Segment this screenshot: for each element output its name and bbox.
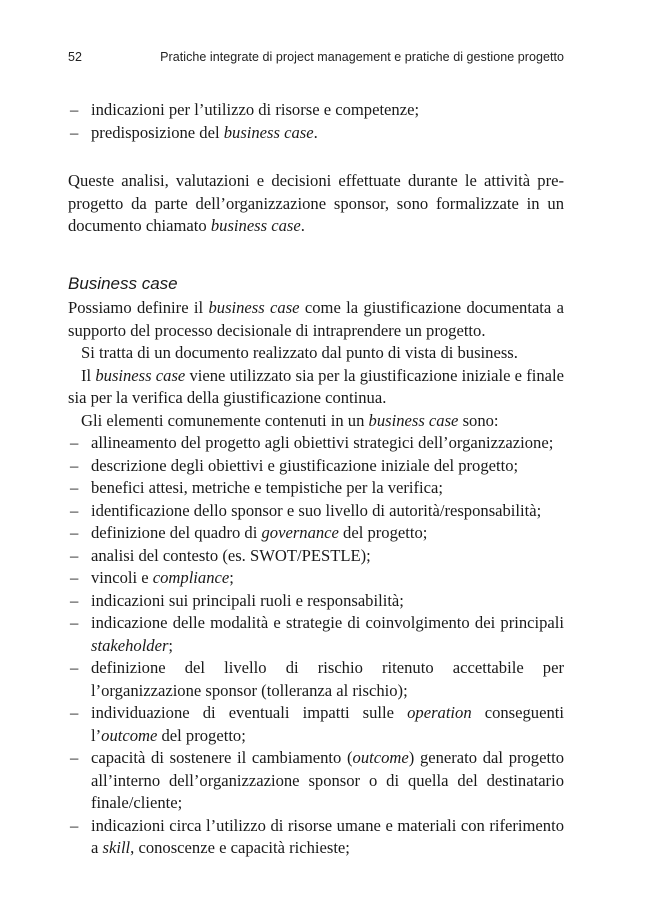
list-dash: – bbox=[70, 658, 79, 677]
summary-paragraph bbox=[68, 170, 564, 238]
list-dash: – bbox=[70, 523, 79, 542]
list-item-italic-term: operation bbox=[407, 703, 472, 722]
paragraph-text: come la giustificazione documentata a supporto del processo decisionale di intraprendere un progetto. bbox=[68, 298, 564, 340]
paragraph-italic-term: business case bbox=[208, 298, 300, 317]
list-dash: – bbox=[70, 500, 79, 520]
list-item-text: benefici attesi, metriche e tempistiche per la verifica; bbox=[91, 478, 443, 497]
list-item-text: . bbox=[313, 122, 318, 142]
list-item-italic-term: governance bbox=[261, 523, 339, 542]
intro-list bbox=[68, 99, 564, 144]
list-item-text: indicazioni sui principali ruoli e responsabilità; bbox=[91, 590, 404, 610]
element-list-item bbox=[68, 500, 564, 523]
list-item-text: indicazione delle modalità e strategie di coinvolgimento dei principali bbox=[91, 613, 564, 632]
body-paragraph bbox=[68, 342, 564, 365]
list-item-text: analisi del contesto (es. SWOT/PESTLE); bbox=[91, 545, 371, 565]
paragraph-text: Si tratta di un documento realizzato dal punto di vista di business. bbox=[81, 343, 518, 362]
element-list-item bbox=[68, 432, 564, 455]
list-item-italic-term: outcome bbox=[352, 748, 409, 767]
list-item-text: allineamento del progetto agli obiettivi strategici dell’organizzazione; bbox=[91, 433, 554, 452]
element-list-item bbox=[68, 815, 564, 860]
paragraph-text: Il bbox=[81, 365, 96, 385]
paragraph-text: Possiamo definire il bbox=[68, 298, 209, 317]
element-list-item bbox=[68, 612, 564, 657]
list-item-text: indicazioni per l’utilizzo di risorse e competenze; bbox=[91, 100, 420, 119]
running-title: Pratiche integrate di project management e pratiche di gestione progetto bbox=[160, 50, 564, 64]
list-item-italic-term: skill bbox=[102, 838, 131, 857]
paragraph-italic-term: business case bbox=[95, 365, 186, 385]
list-dash: – bbox=[70, 703, 79, 722]
paragraph-text: viene utilizzato sia per la giustificazione iniziale e finale sia per la verifica della giustificazione continua. bbox=[68, 365, 565, 407]
list-item-text: definizione del livello di rischio ritenuto accettabile per l’organizzazione sponsor (tolleranza al rischio); bbox=[91, 658, 564, 700]
list-item-text: ) generato dal progetto all’interno dell’organizzazione sponsor o di quella del destinatario finale/cliente; bbox=[91, 748, 564, 812]
list-item-text: del progetto; bbox=[338, 523, 428, 542]
element-list-item bbox=[68, 567, 564, 590]
list-item-text: indicazioni circa l’utilizzo di risorse umane e materiali con riferimento a bbox=[91, 815, 564, 857]
list-dash: – bbox=[70, 100, 79, 119]
body-paragraph bbox=[68, 410, 564, 433]
element-list-item bbox=[68, 455, 564, 478]
element-list-item bbox=[68, 747, 564, 815]
page-number: 52 bbox=[68, 50, 82, 64]
list-item-text: conseguenti l’ bbox=[91, 703, 564, 745]
summary-italic-term: business case bbox=[210, 216, 301, 235]
list-item-text: ; bbox=[168, 635, 174, 655]
list-dash: – bbox=[70, 815, 79, 835]
list-dash: – bbox=[70, 545, 79, 565]
list-item-text: , conoscenze e capacità richieste; bbox=[130, 838, 350, 857]
element-list-item bbox=[68, 590, 564, 613]
list-dash: – bbox=[70, 748, 79, 767]
list-dash: – bbox=[70, 433, 79, 452]
list-dash: – bbox=[70, 568, 79, 587]
elements-list bbox=[68, 432, 564, 860]
list-dash: – bbox=[70, 613, 79, 632]
list-item-text: ; bbox=[229, 568, 234, 587]
list-item-text: definizione del quadro di bbox=[91, 523, 262, 542]
intro-list-item bbox=[68, 122, 564, 145]
list-item-italic-term: stakeholder bbox=[91, 635, 169, 655]
paragraph-text: sono: bbox=[458, 410, 499, 430]
list-item-italic-term: business case bbox=[223, 122, 314, 142]
list-dash: – bbox=[70, 478, 79, 497]
summary-text: . bbox=[300, 216, 305, 235]
summary-text: Queste analisi, valutazioni e decisioni effettuate durante le attività pre-progetto da parte dell’organizzazione sponsor, sono formalizzate in un documento chiamato bbox=[68, 171, 564, 235]
list-item-text: descrizione degli obiettivi e giustificazione iniziale del progetto; bbox=[91, 455, 519, 475]
element-list-item bbox=[68, 702, 564, 747]
page-header bbox=[68, 50, 564, 70]
list-item-text: vincoli e bbox=[91, 568, 153, 587]
element-list-item bbox=[68, 477, 564, 500]
element-list-item bbox=[68, 545, 564, 568]
list-item-text: identificazione dello sponsor e suo livello di autorità/responsabilità; bbox=[91, 500, 542, 520]
list-item-text: predisposizione del bbox=[91, 122, 224, 142]
list-dash: – bbox=[70, 590, 79, 610]
element-list-item bbox=[68, 657, 564, 702]
list-dash: – bbox=[70, 455, 79, 475]
section-heading: Business case bbox=[68, 274, 178, 293]
section-body bbox=[68, 297, 564, 860]
paragraph-text: Gli elementi comunemente contenuti in un bbox=[81, 410, 369, 430]
element-list-item bbox=[68, 522, 564, 545]
list-item-text: del progetto; bbox=[157, 725, 246, 745]
body-paragraph bbox=[68, 365, 564, 410]
list-dash: – bbox=[70, 122, 79, 142]
intro-list-item bbox=[68, 99, 564, 122]
section-paragraphs bbox=[68, 297, 564, 432]
list-item-italic-term: outcome bbox=[101, 725, 158, 745]
body-paragraph bbox=[68, 297, 564, 342]
list-item-text: capacità di sostenere il cambiamento ( bbox=[91, 748, 353, 767]
summary-block bbox=[68, 170, 564, 238]
intro-list-block bbox=[68, 99, 564, 144]
list-item-italic-term: compliance bbox=[152, 568, 230, 587]
list-item-text: individuazione di eventuali impatti sulle bbox=[91, 703, 408, 722]
paragraph-italic-term: business case bbox=[368, 410, 459, 430]
